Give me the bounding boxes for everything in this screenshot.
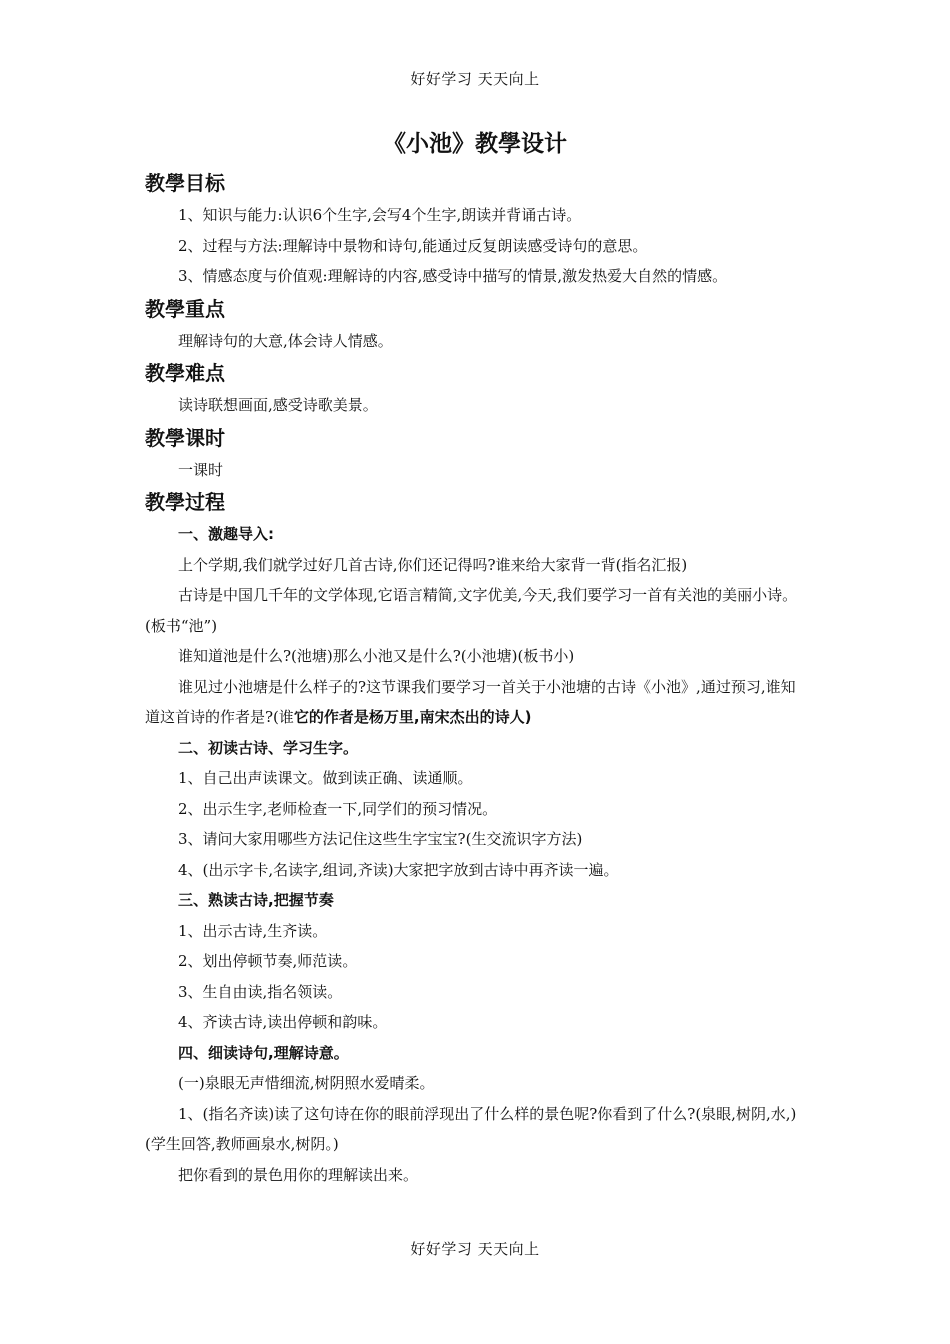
step1-paragraph-2: 古诗是中国几千年的文学体现,它语言精简,文字优美,今天,我们要学习一首有关池的美丽小诗。(板书“池”) <box>145 586 798 635</box>
page-footer: 好好学习 天天向上 <box>410 1240 540 1258</box>
step2-item-1: 1、自己出声读课文。做到读正确、读通顺。 <box>178 769 473 787</box>
section-heading-process: 教學过程 <box>145 490 225 514</box>
step1-paragraph-3: 谁知道池是什么?(池塘)那么小池又是什么?(小池塘)(板书小) <box>178 647 575 665</box>
step4-paragraph-1: (一)泉眼无声惜细流,树阴照水爱晴柔。 <box>178 1074 435 1092</box>
step1-paragraph-4-bold: 它的作者是杨万里,南宋杰出的诗人) <box>293 708 532 726</box>
step2-item-2: 2、出示生字,老师检查一下,同学们的预习情况。 <box>178 799 498 818</box>
goal-item-2: 2、过程与方法:理解诗中景物和诗句,能通过反复朗读感受诗句的意思。 <box>178 236 648 255</box>
goal-item-1: 1、知识与能力:认识6个生字,会写4个生字,朗读并背诵古诗。 <box>178 206 582 224</box>
step1-paragraph-1: 上个学期,我们就学过好几首古诗,你们还记得吗?谁来给大家背一背(指名汇报) <box>178 555 688 574</box>
section-heading-hours: 教學课时 <box>145 425 225 450</box>
section-heading-goals: 教學目标 <box>145 171 225 195</box>
difficulty-text: 读诗联想画面,感受诗歌美景。 <box>178 396 378 414</box>
section-heading-focus: 教學重点 <box>145 296 225 321</box>
step2-item-3: 3、请问大家用哪些方法记住这些生字宝宝?(生交流识字方法) <box>178 830 583 848</box>
step3-item-3: 3、生自由读,指名领读。 <box>178 982 343 1001</box>
step3-item-4: 4、齐读古诗,读出停顿和韵味。 <box>178 1013 388 1031</box>
step3-item-1: 1、出示古诗,生齐读。 <box>178 921 328 940</box>
section-heading-difficulty: 教學难点 <box>145 361 225 385</box>
goal-item-3: 3、情感态度与价值观:理解诗的内容,感受诗中描写的情景,激发热爱大自然的情感。 <box>178 267 728 285</box>
step4-title: 四、细读诗句,理解诗意。 <box>178 1043 349 1062</box>
step2-title: 二、初读古诗、学习生字。 <box>178 738 359 757</box>
step1-paragraph-4 <box>145 672 805 733</box>
document-title: 《小池》教學设计 <box>383 131 567 157</box>
step3-item-2: 2、划出停顿节奏,师范读。 <box>178 952 358 970</box>
document-body <box>145 166 805 1190</box>
page-header: 好好学习 天天向上 <box>410 70 540 88</box>
step4-paragraph-2: 1、(指名齐读)读了这句诗在你的眼前浮现出了什么样的景色呢?你看到了什么?(泉眼,树阴,水,)(学生回答,教师画泉水,树阴。) <box>145 1104 797 1153</box>
step2-item-4: 4、(出示字卡,名读字,组词,齐读)大家把字放到古诗中再齐读一遍。 <box>178 860 619 879</box>
step4-paragraph-3: 把你看到的景色用你的理解读出来。 <box>178 1165 419 1184</box>
step1-paragraph-4-text: 谁见过小池塘是什么样子的?这节课我们要学习一首关于小池塘的古诗《小池》,通过预习,谁知道这首诗的作者是?(谁 <box>145 677 796 726</box>
focus-text: 理解诗句的大意,体会诗人情感。 <box>178 331 393 350</box>
step1-title: 一、激趣导入: <box>178 525 274 543</box>
step3-title: 三、熟读古诗,把握节奏 <box>178 891 334 909</box>
hours-text: 一课时 <box>178 460 224 479</box>
